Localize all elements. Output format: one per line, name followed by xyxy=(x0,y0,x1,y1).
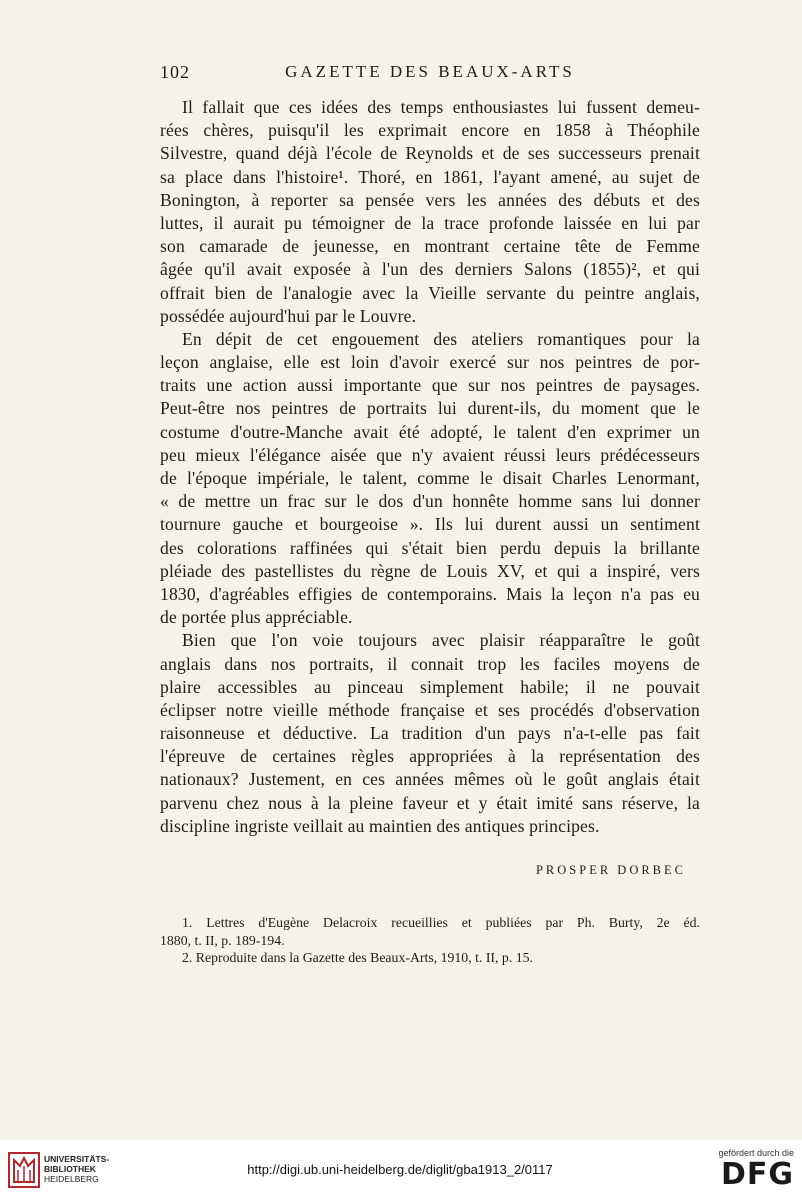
text-line: plaire accessibles au pinceau simplement habile; il ne pouvait xyxy=(160,676,700,697)
library-name-line2: BIBLIOTHEK xyxy=(44,1164,96,1174)
funding-caption: gefördert durch die xyxy=(718,1148,794,1158)
text-line: luttes, il aurait pu témoigner de la trace profonde laissée en lui par xyxy=(160,212,700,233)
funder-block xyxy=(694,1148,794,1192)
digitization-footer xyxy=(0,1140,802,1200)
article-text xyxy=(160,96,700,967)
page-number: 102 xyxy=(160,62,190,82)
text-line: anglais dans nos portraits, il connait trop les faciles moyens de xyxy=(160,653,700,674)
text-line: nationaux? Justement, en ces années mêmes où le goût anglais était xyxy=(160,769,700,790)
text-line: éclipser notre vieille méthode française et ses procédés d'observation xyxy=(160,699,700,720)
dfg-logo: DFG xyxy=(720,1157,794,1192)
text-line: « de mettre un frac sur le dos d'un honnête homme sans lui donner xyxy=(160,491,700,512)
text-line: En dépit de cet engouement des ateliers romantiques pour la xyxy=(182,328,700,349)
text-line: Peut-être nos peintres de portraits lui durent-ils, du moment que le xyxy=(160,398,700,419)
library-name-line1: UNIVERSITÄTS- xyxy=(44,1154,110,1164)
text-line: tournure gauche et bourgeoise ». Ils lui durent aussi un sentiment xyxy=(160,514,700,535)
text-line: 1830, d'agréables effigies de contemporains. Mais la leçon n'a pas eu xyxy=(160,583,700,604)
text-line: raisonneuse et déductive. La tradition d'un pays n'a-t-elle pas fait xyxy=(160,723,700,744)
running-title: GAZETTE DES BEAUX-ARTS xyxy=(285,62,575,81)
text-line: Bien que l'on voie toujours avec plaisir réapparaître le goût xyxy=(182,630,700,651)
library-city: HEIDELBERG xyxy=(44,1174,99,1184)
text-line: Silvestre, quand déjà l'école de Reynolds et de ses successeurs prenait xyxy=(160,143,700,164)
text-line: possédée aujourd'hui par le Louvre. xyxy=(160,305,417,326)
library-logo xyxy=(8,1150,118,1190)
document-url-link[interactable]: http://digi.ub.uni-heidelberg.de/diglit/gba1913_2/0117 xyxy=(247,1162,553,1177)
text-line: parvenu chez nous à la pleine faveur et y était imité sans réserve, la xyxy=(160,792,700,813)
text-line: sa place dans l'histoire¹. Thoré, en 1861, l'ayant amené, au sujet de xyxy=(160,166,700,187)
footnote-line: 2. Reproduite dans la Gazette des Beaux-Arts, 1910, t. II, p. 15. xyxy=(182,950,533,965)
text-line: rées chères, puisqu'il les exprimait encore en 1858 à Théophile xyxy=(160,120,700,141)
footnotes xyxy=(160,914,700,967)
text-line: Il fallait que ces idées des temps enthousiastes lui fussent demeu- xyxy=(182,97,700,117)
text-line: âgée qu'il avait exposée à l'un des derniers Salons (1855)², et qui xyxy=(160,259,700,280)
footnote-line: 1880, t. II, p. 189-194. xyxy=(160,932,285,948)
text-line: de portée plus appréciable. xyxy=(160,607,353,628)
text-line: offrait bien de l'analogie avec la Vieille servante du peintre anglais, xyxy=(160,282,700,303)
text-line: son camarade de jeunesse, en montrant certaine tête de Femme xyxy=(160,236,700,257)
text-line: leçon anglaise, elle est loin d'avoir exercé sur nos peintres de por- xyxy=(160,352,700,373)
page-header xyxy=(160,62,700,86)
text-line: peu mieux l'élégance aisée que n'y avaient réussi leurs prédécesseurs xyxy=(160,444,700,465)
text-line: de l'époque impériale, le talent, comme le disait Charles Lenormant, xyxy=(160,468,700,488)
text-line: Bonington, à reporter sa pensée vers les années des débuts et des xyxy=(160,189,700,210)
text-line: l'épreuve de certaines règles appropriées à la représentation des xyxy=(160,746,700,767)
text-line: traits une action aussi importante que sur nos peintres de paysages. xyxy=(160,375,700,396)
text-line: discipline ingriste veillait au maintien des antiques principes. xyxy=(160,815,600,836)
text-line: costume d'outre-Manche avait été adopté, le talent d'en exprimer un xyxy=(160,421,700,442)
footnote-line: 1. Lettres d'Eugène Delacroix recueillies et publiées par Ph. Burty, 2e éd. xyxy=(182,915,700,930)
text-line: pléiade des pastellistes du règne de Louis XV, et qui a inspiré, vers xyxy=(160,560,700,581)
author-signature: PROSPER DORBEC xyxy=(535,863,686,877)
library-seal-icon xyxy=(8,1152,40,1188)
text-line: des colorations raffinées qui s'était bien perdu depuis la brillante xyxy=(160,537,700,558)
